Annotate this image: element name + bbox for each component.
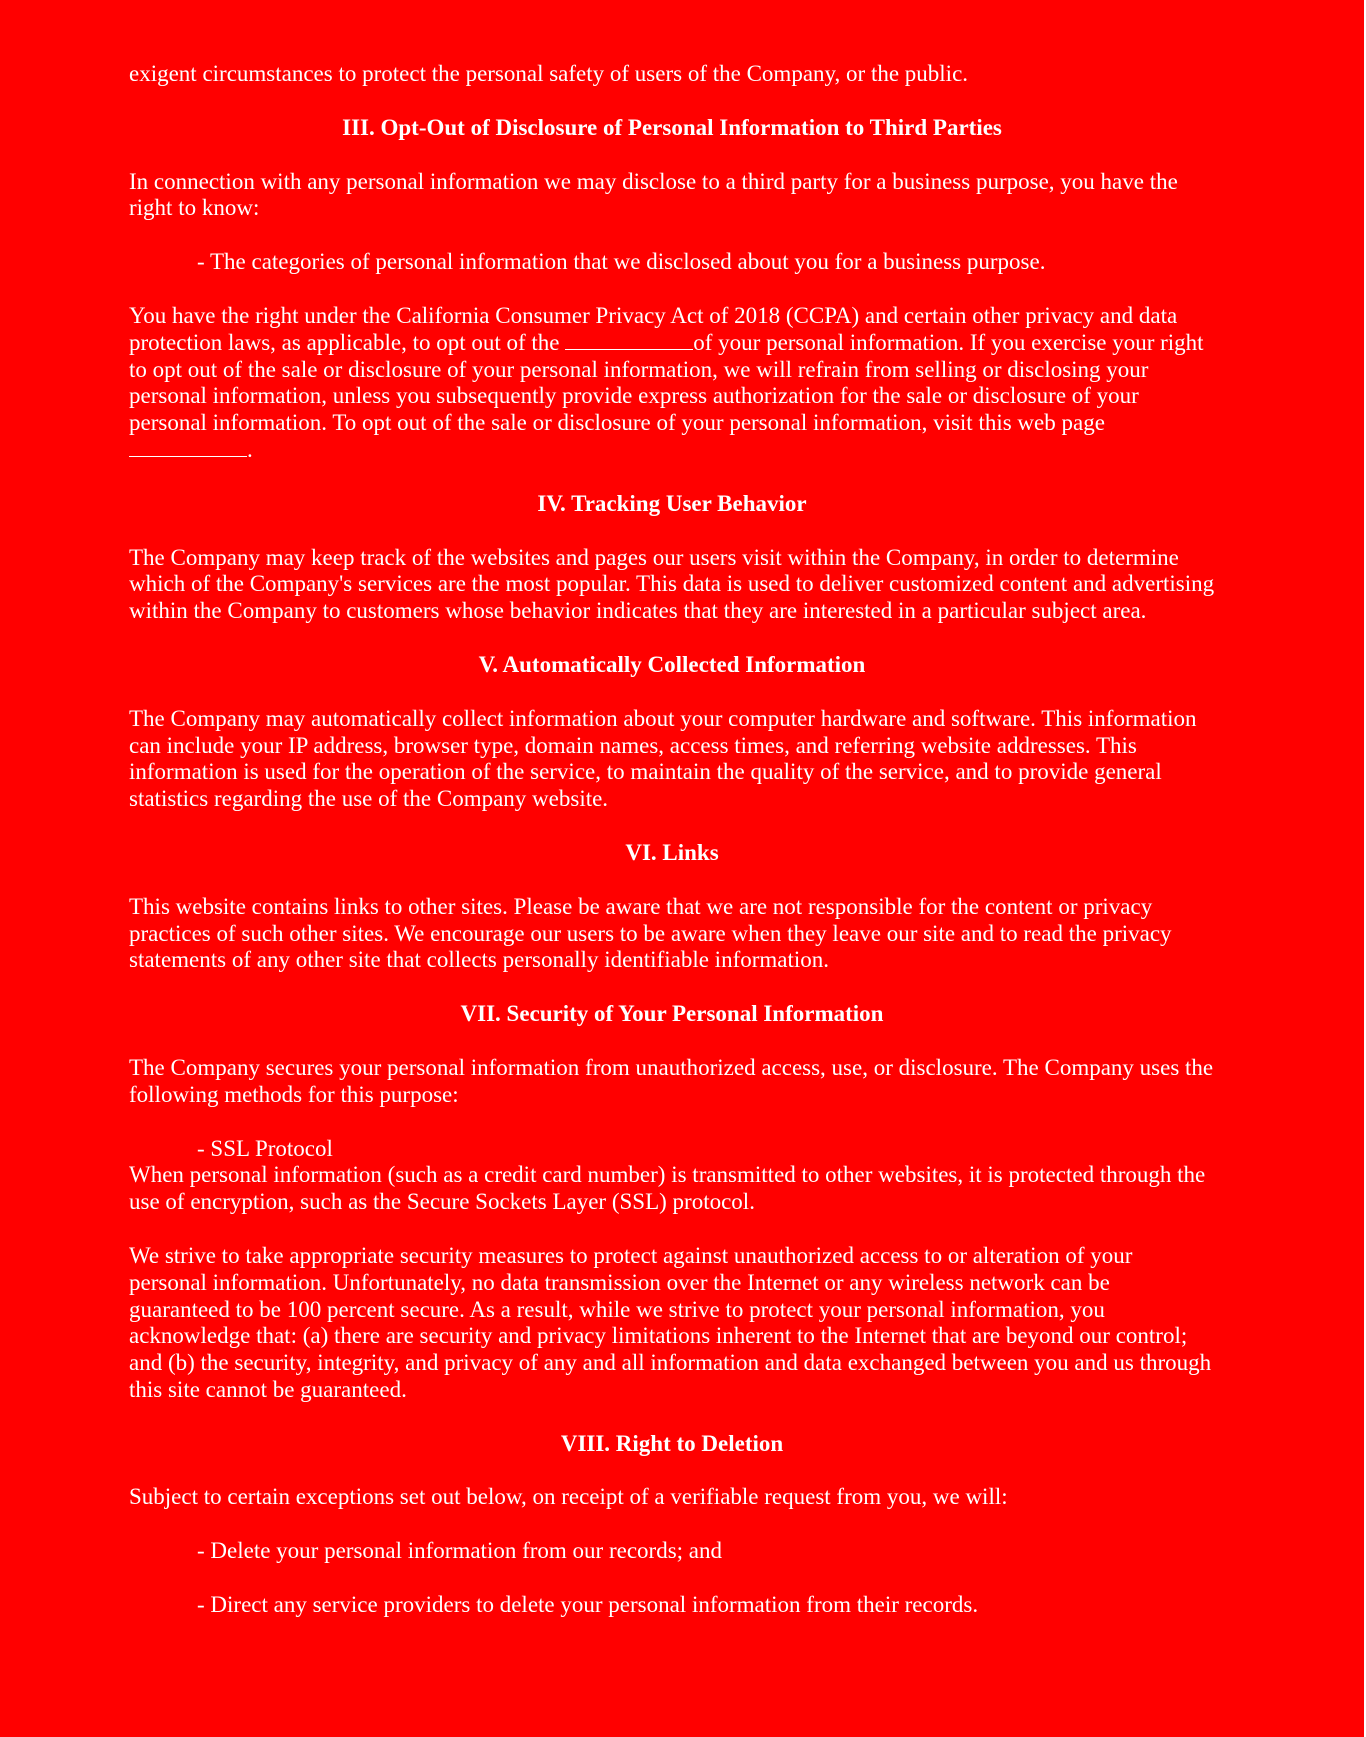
section-6-para-1: This website contains links to other sites. Please be aware that we are not responsible for the content or privacy practices of such other sites. We encourage our users to be aware when they leave our site and to read the privacy statements of any other site that collects personally identifiable information. <box>129 893 1172 973</box>
section-6-heading: VI. Links <box>625 839 719 865</box>
section-7-para-1: The Company secures your personal information from unauthorized access, use, or disclosure. The Company uses the following methods for this purpose: <box>129 1054 1214 1107</box>
section-7-para-3: We strive to take appropriate security measures to protect against unauthorized access to or alteration of your personal information. Unfortunately, no data transmission over the Internet or any wireless network can be guaranteed to be 100 percent secure. As a result, while we strive to protect your personal information, you acknowledge that: (a) there are security and privacy limitations inherent to the Internet that are beyond our control; and (b) the security, integrity, and privacy of any and all information and data exchanged between you and us through this site cannot be guaranteed. <box>129 1242 1212 1402</box>
section-5-heading: V. Automatically Collected Information <box>478 651 866 677</box>
opt-out-blank <box>565 331 693 350</box>
section-4-heading: IV. Tracking User Behavior <box>537 490 807 516</box>
section-4-para-1: The Company may keep track of the websites and pages our users visit within the Company, in order to determine which of the Company's services are the most popular. This data is used to deliver customized content and advertising within the Company to customers whose behavior indicates that they are interested in a particular subject area. <box>129 544 1215 624</box>
section-3-heading: III. Opt-Out of Disclosure of Personal Information to Third Parties <box>342 114 1002 140</box>
section-3-para-2-a: You have the right under the California Consumer Privacy Act of 2018 (CCPA) and certain other privacy and data protection laws, as applicable, to opt out of the <box>129 302 1178 355</box>
section-3-para-2-b: of your personal information. If you exercise your right to opt out of the sale or disclosure of your personal information, we will refrain from selling or disclosing your personal information, unless you subsequently provide express authorization for the sale or disclosure of your personal information. To opt out of the sale or disclosure of your personal information, visit this web page <box>129 329 1204 436</box>
section-7-para-2: When personal information (such as a credit card number) is transmitted to other websites, it is protected through the use of encryption, such as the Secure Sockets Layer (SSL) protocol. <box>129 1162 1206 1215</box>
section-8-bullet-1: - Delete your personal information from our records; and <box>197 1538 722 1564</box>
section-8-heading: VIII. Right to Deletion <box>560 1430 784 1456</box>
section-8-para-1: Subject to certain exceptions set out below, on receipt of a verifiable request from you, we will: <box>129 1484 1008 1510</box>
intro-fragment: exigent circumstances to protect the personal safety of users of the Company, or the public. <box>129 61 969 86</box>
section-8-bullet-2: - Direct any service providers to delete your personal information from their records. <box>197 1592 979 1618</box>
section-3-bullet-1: - The categories of personal information that we disclosed about you for a business purpose. <box>197 249 1046 275</box>
web-page-blank <box>129 438 247 457</box>
section-7-bullet-1: - SSL Protocol <box>197 1135 333 1161</box>
section-5-para-1: The Company may automatically collect information about your computer hardware and software. This information can include your IP address, browser type, domain names, access times, and referring website addresses. This information is used for the operation of the service, to maintain the quality of the service, and to provide general statistics regarding the use of the Company website. <box>129 705 1197 812</box>
document-body <box>129 61 1215 1619</box>
section-7-heading: VII. Security of Your Personal Information <box>460 1001 884 1027</box>
section-3-para-1: In connection with any personal information we may disclose to a third party for a business purpose, you have the right to know: <box>129 168 1178 221</box>
section-3-para-2 <box>129 303 1215 464</box>
section-3-para-2-end: . <box>247 436 253 462</box>
